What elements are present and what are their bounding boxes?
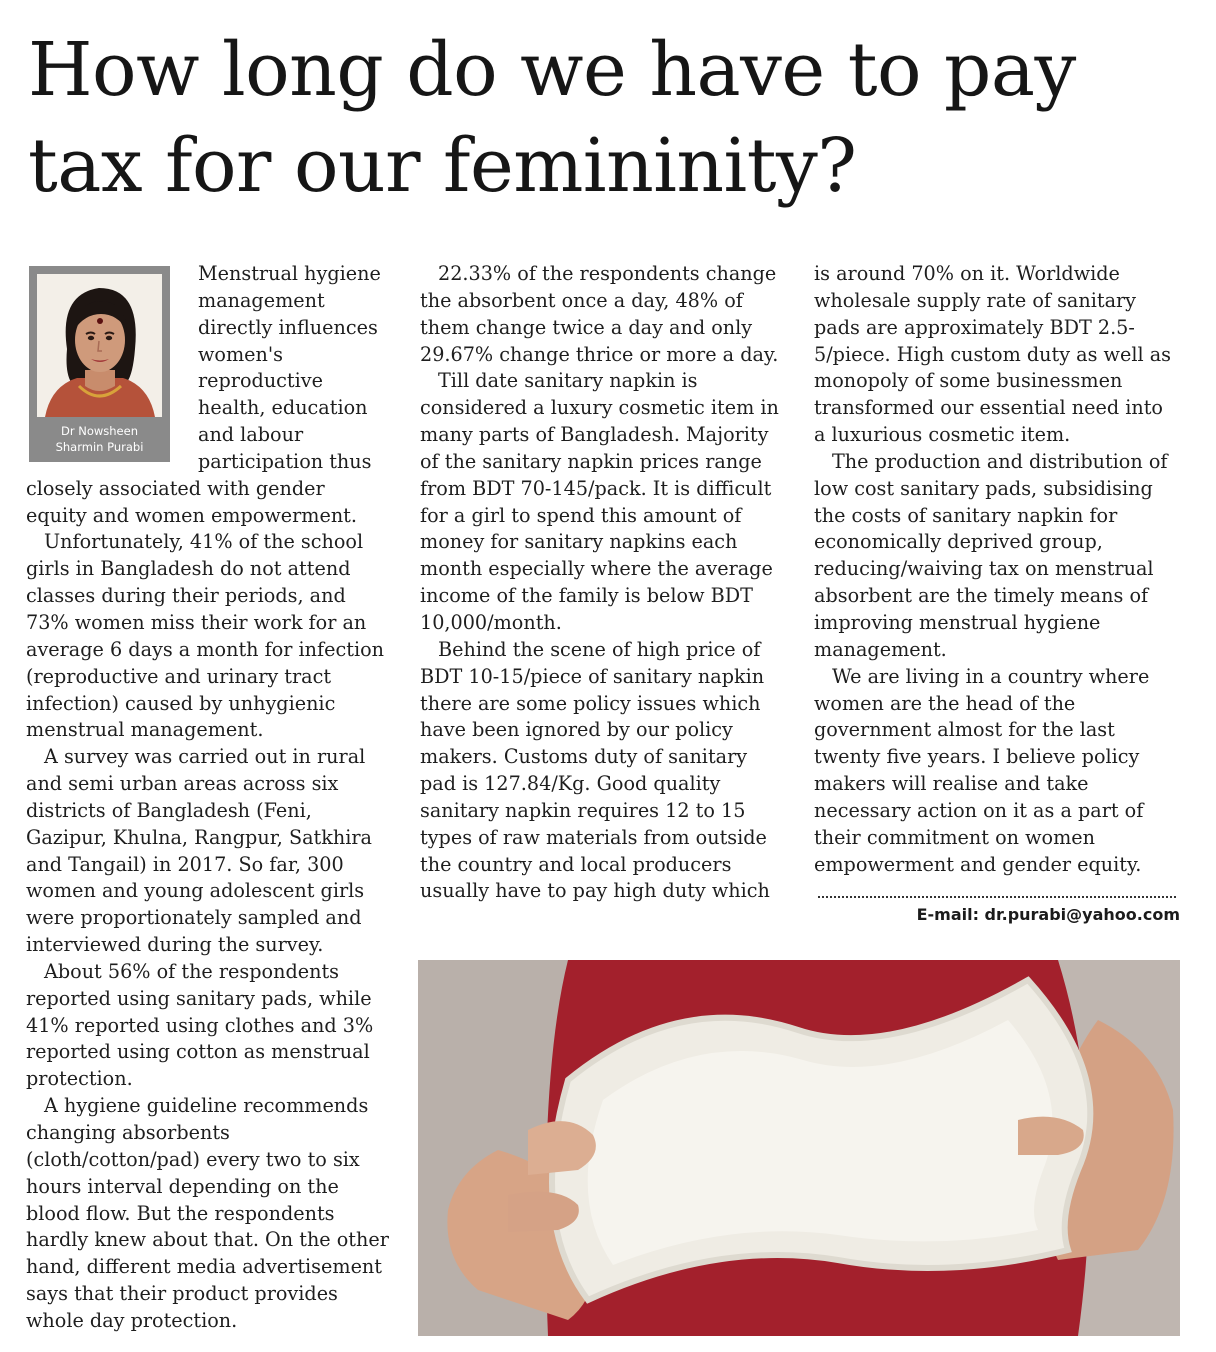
author-name: Dr Nowsheen Sharmin Purabi — [55, 424, 144, 454]
paragraph: A survey was carried out in rural and semi urban areas across six districts of Bangladesh (Feni, Gazipur, Khulna, Rangpur, Satkhira and Tangail) in 2017. So far, 300 women and young adolescent girls were proportionately sampled and interviewed during the survey. — [26, 745, 372, 957]
author-email: E-mail: dr.purabi@yahoo.com — [916, 905, 1180, 924]
paragraph: We are living in a country where women are the head of the government almost for the last twenty five years. I believe policy makers will realise and take necessary action on it as a part of their commitment on women empowerment and gender equity. — [814, 664, 1150, 876]
paragraph: Unfortunately, 41% of the school girls in Bangladesh do not attend classes during their periods, and 73% women miss their work for an average 6 days a month for infection (reproductive and urinary tract infection) caused by unhygienic menstrual management. — [26, 530, 384, 742]
paragraph: Behind the scene of high price of BDT 10-15/piece of sanitary napkin there are some policy issues which have been ignored by our policy makers. Customs duty of sanitary pad is 127.84/Kg. Good quality sanitary napkin requires 12 to 15 types of raw materials from outside the country and local producers usually have to pay high duty which — [420, 637, 770, 903]
paragraph: A hygiene guideline recommends changing absorbents (cloth/cotton/pad) every two to six hours interval depending on the blood flow. But the respondents hardly knew about that. On the other hand, different media advertisement says that their product provides whole day protection. — [26, 1094, 389, 1332]
author-photo-box — [29, 266, 170, 462]
paragraph: About 56% of the respondents reported using sanitary pads, while 41% reported using clothes and 3% reported using cotton as menstrual protection. — [26, 959, 374, 1091]
paragraph: 22.33% of the respondents change the absorbent once a day, 48% of them change twice a day and only 29.67% change thrice or more a day. — [420, 262, 779, 366]
sanitary-pad-photo — [418, 960, 1180, 1336]
dotted-divider — [818, 896, 1176, 898]
paragraph: The production and distribution of low cost sanitary pads, subsidising the costs of sanitary napkin for economically deprived group, reducing/waiving tax on menstrual absorbent are the timely means of improving menstrual hygiene management. — [814, 449, 1168, 661]
column-1 — [26, 261, 390, 1335]
paragraph: is around 70% on it. Worldwide wholesale supply rate of sanitary pads are approximately BDT 2.5-5/piece. High custom duty as well as monopoly of some businessmen transformed our essential need into a luxurious cosmetic item. — [814, 262, 1171, 447]
author-portrait — [37, 274, 162, 417]
paragraph: Till date sanitary napkin is considered a luxury cosmetic item in many parts of Bangladesh. Majority of the sanitary napkin prices range from BDT 70-145/pack. It is difficult for a girl to spend this amount of money for sanitary napkins each month especially where the average income of the family is below BDT 10,000/month. — [420, 369, 779, 634]
column-3 — [814, 261, 1180, 878]
headline: How long do we have to pay tax for our femininity? — [28, 27, 1076, 209]
column-2 — [420, 261, 786, 905]
paragraph: Menstrual hygiene management directly influences women's reproductive health, education and labour participation thus closely associated with gender equity and women empowerment. — [26, 262, 381, 527]
